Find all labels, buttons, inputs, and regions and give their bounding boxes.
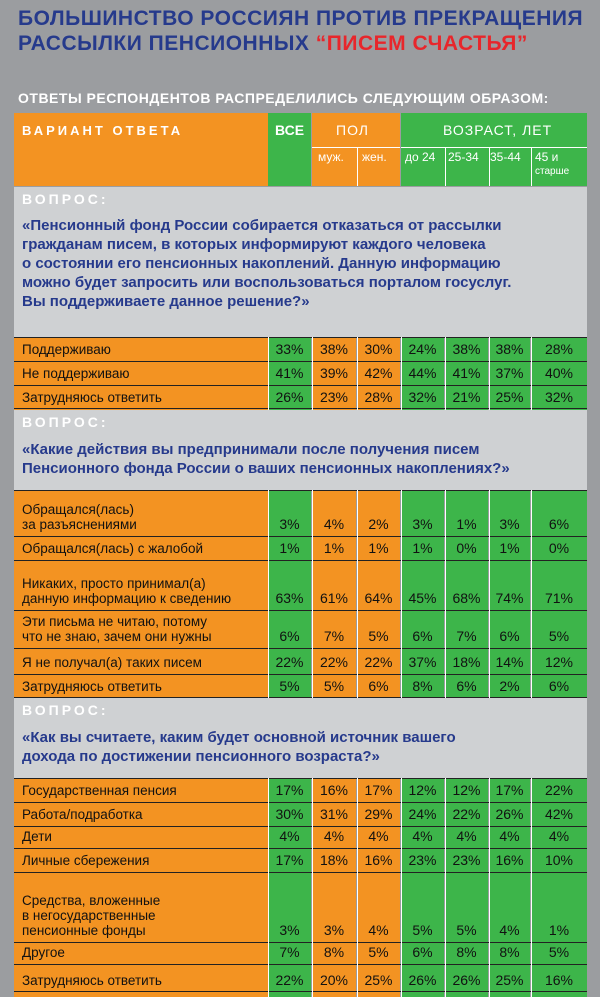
row-label-line: Я не получал(а) таких писем xyxy=(22,655,202,670)
title-line-1: БОЛЬШИНСТВО РОССИЯН ПРОТИВ ПРЕКРАЩЕНИЯ xyxy=(18,7,584,30)
col-divider xyxy=(531,337,532,410)
question-text-line: дохода по достижении пенсионного возраста?» xyxy=(22,748,380,765)
row-divider xyxy=(14,802,587,803)
question-text xyxy=(22,728,582,766)
row-label-line: Работа/подработка xyxy=(22,807,143,822)
value-cell: 22% xyxy=(319,654,349,670)
title-highlight: “ПИСЕМ СЧАСТЬЯ” xyxy=(315,32,528,55)
col-divider xyxy=(489,490,490,698)
col-divider xyxy=(531,490,532,698)
question-text-line: о состоянии его пенсионных накоплений. Данную информацию xyxy=(22,255,501,272)
value-cell: 74% xyxy=(495,590,524,606)
value-cell: 16% xyxy=(364,852,393,868)
question-text-line: гражданам писем, в которых информируют каждого человека xyxy=(22,236,486,253)
header-sex-label: ПОЛ xyxy=(336,122,369,138)
row-label-line: Эти письма не читаю, потому xyxy=(22,614,208,629)
header-sep-1 xyxy=(445,147,446,186)
value-cell: 45% xyxy=(408,590,437,606)
col-divider xyxy=(268,778,269,997)
value-cell: 30% xyxy=(275,806,304,822)
value-cell: 38% xyxy=(495,341,524,357)
value-cell: 6% xyxy=(412,944,433,960)
row-label-line: Личные сбережения xyxy=(22,853,150,868)
value-cell: 18% xyxy=(452,654,481,670)
col-divider xyxy=(357,778,358,997)
col-divider xyxy=(312,490,313,698)
row-label xyxy=(22,945,267,960)
col-divider xyxy=(401,337,402,410)
value-cell: 42% xyxy=(364,365,393,381)
header-divider-age xyxy=(401,147,587,148)
col-divider xyxy=(445,778,446,997)
value-cell: 5% xyxy=(412,922,433,938)
value-cell: 5% xyxy=(456,922,477,938)
value-cell: 1% xyxy=(279,540,300,556)
row-divider xyxy=(14,674,587,675)
row-label-line: Никаких, просто принимал(а) xyxy=(22,576,206,591)
value-cell: 22% xyxy=(275,972,304,988)
row-divider xyxy=(14,872,587,873)
value-cell: 23% xyxy=(319,389,349,405)
value-cell: 8% xyxy=(323,944,345,960)
value-cell: 2% xyxy=(499,678,520,694)
value-cell: 26% xyxy=(495,806,524,822)
value-cell: 41% xyxy=(452,365,481,381)
question-label: ВОПРОС: xyxy=(22,702,109,718)
header-variant-label: ВАРИАНТ ОТВЕТА xyxy=(22,123,184,138)
row-label xyxy=(22,679,267,694)
value-cell: 4% xyxy=(323,828,345,844)
col-divider xyxy=(401,778,402,997)
value-cell: 61% xyxy=(319,590,349,606)
row-label xyxy=(22,366,267,381)
value-cell: 28% xyxy=(544,341,574,357)
col-divider xyxy=(312,337,313,410)
value-cell: 12% xyxy=(452,782,481,798)
value-cell: 5% xyxy=(323,678,345,694)
value-cell: 24% xyxy=(408,806,437,822)
value-cell: 37% xyxy=(408,654,437,670)
value-cell: 14% xyxy=(495,654,524,670)
value-cell: 5% xyxy=(368,628,389,644)
value-cell: 17% xyxy=(364,782,393,798)
row-label-line: что не знаю, зачем они нужны xyxy=(22,629,212,644)
value-cell: 33% xyxy=(275,341,304,357)
row-label xyxy=(22,807,267,822)
value-cell: 8% xyxy=(456,944,477,960)
question-label: ВОПРОС: xyxy=(22,414,109,430)
value-cell: 6% xyxy=(548,678,570,694)
value-cell: 22% xyxy=(275,654,304,670)
value-cell: 8% xyxy=(412,678,433,694)
row-label-line: Государственная пенсия xyxy=(22,783,177,798)
col-divider xyxy=(445,490,446,698)
value-cell: 31% xyxy=(319,806,349,822)
question-text xyxy=(22,216,582,311)
col-divider xyxy=(268,337,269,410)
value-cell: 4% xyxy=(368,922,389,938)
question-text-line: «Как вы считаете, каким будет основной источник вашего xyxy=(22,729,456,746)
value-cell: 32% xyxy=(544,389,574,405)
value-cell: 23% xyxy=(452,852,481,868)
value-cell: 0% xyxy=(548,540,570,556)
question-label: ВОПРОС: xyxy=(22,191,109,207)
value-cell: 3% xyxy=(412,516,433,532)
value-cell: 4% xyxy=(456,828,477,844)
value-cell: 25% xyxy=(495,972,524,988)
row-divider xyxy=(14,991,587,992)
row-divider xyxy=(14,560,587,561)
value-cell: 26% xyxy=(275,389,304,405)
row-label xyxy=(22,576,267,606)
row-label xyxy=(22,853,267,868)
value-cell: 5% xyxy=(279,678,300,694)
value-cell: 32% xyxy=(408,389,437,405)
row-label-line: в негосударственные xyxy=(22,908,156,923)
col-divider xyxy=(357,337,358,410)
value-cell: 12% xyxy=(544,654,574,670)
value-cell: 16% xyxy=(495,852,524,868)
value-cell: 26% xyxy=(452,972,481,988)
row-label xyxy=(22,783,267,798)
value-cell: 28% xyxy=(364,389,393,405)
value-cell: 20% xyxy=(319,972,349,988)
col-divider xyxy=(489,778,490,997)
value-cell: 5% xyxy=(368,944,389,960)
row-label xyxy=(22,829,267,844)
value-cell: 4% xyxy=(323,516,345,532)
value-cell: 23% xyxy=(408,852,437,868)
value-cell: 17% xyxy=(275,852,304,868)
value-cell: 30% xyxy=(364,341,393,357)
row-label-line: Обращался(лась) с жалобой xyxy=(22,541,204,556)
value-cell: 6% xyxy=(279,628,300,644)
header-sep-2 xyxy=(489,147,490,186)
value-cell: 7% xyxy=(456,628,477,644)
value-cell: 37% xyxy=(495,365,524,381)
value-cell: 39% xyxy=(319,365,349,381)
value-cell: 40% xyxy=(544,365,574,381)
row-label xyxy=(22,502,267,532)
value-cell: 18% xyxy=(319,852,349,868)
value-cell: 5% xyxy=(548,628,570,644)
question-text-line: можно будет запросить или воспользоваться порталом госуслуг. xyxy=(22,274,512,291)
value-cell: 10% xyxy=(544,852,574,868)
row-label-line: Дети xyxy=(22,829,52,844)
value-cell: 1% xyxy=(323,540,345,556)
value-cell: 64% xyxy=(364,590,393,606)
row-divider xyxy=(14,385,587,386)
row-divider xyxy=(14,337,587,338)
header-male: муж. xyxy=(318,150,344,164)
row-label-line: пенсионные фонды xyxy=(22,923,146,938)
value-cell: 6% xyxy=(412,628,433,644)
value-cell: 21% xyxy=(452,389,481,405)
header-sep-0 xyxy=(357,147,358,186)
row-divider xyxy=(14,778,587,779)
row-label-line: Средства, вложенные xyxy=(22,893,161,908)
value-cell: 0% xyxy=(456,540,477,556)
row-divider xyxy=(14,826,587,827)
col-divider xyxy=(268,490,269,698)
row-label xyxy=(22,541,267,556)
header-age-label: ВОЗРАСТ, ЛЕТ xyxy=(443,122,553,138)
value-cell: 22% xyxy=(452,806,481,822)
col-divider xyxy=(401,490,402,698)
header-age-1: до 24 xyxy=(405,150,436,164)
row-label-line: Обращался(лась) xyxy=(22,502,134,517)
row-divider xyxy=(14,648,587,649)
value-cell: 1% xyxy=(368,540,389,556)
value-cell: 7% xyxy=(323,628,345,644)
row-label-line: Затрудняюсь ответить xyxy=(22,679,162,694)
col-divider xyxy=(489,337,490,410)
value-cell: 17% xyxy=(275,782,304,798)
row-label-line: данную информацию к сведению xyxy=(22,591,232,606)
value-cell: 17% xyxy=(495,782,524,798)
row-label-line: Затрудняюсь ответить xyxy=(22,390,162,405)
value-cell: 42% xyxy=(544,806,574,822)
value-cell: 2% xyxy=(368,516,389,532)
row-label xyxy=(22,342,267,357)
value-cell: 6% xyxy=(548,516,570,532)
value-cell: 44% xyxy=(408,365,437,381)
value-cell: 25% xyxy=(364,972,393,988)
row-divider xyxy=(14,361,587,362)
question-text xyxy=(22,440,582,478)
value-cell: 71% xyxy=(544,590,574,606)
value-cell: 1% xyxy=(548,922,570,938)
value-cell: 3% xyxy=(279,516,300,532)
value-cell: 16% xyxy=(544,972,574,988)
question-text-line: Вы поддерживаете данное решение?» xyxy=(22,293,310,310)
value-cell: 4% xyxy=(368,828,389,844)
value-cell: 29% xyxy=(364,806,393,822)
value-cell: 41% xyxy=(275,365,304,381)
value-cell: 4% xyxy=(548,828,570,844)
value-cell: 68% xyxy=(452,590,481,606)
row-label xyxy=(22,655,267,670)
value-cell: 1% xyxy=(456,516,477,532)
row-label-line: за разъяснениями xyxy=(22,517,137,532)
title-line-2-a: РАССЫЛКИ ПЕНСИОННЫХ xyxy=(18,32,310,55)
row-divider xyxy=(14,942,587,943)
question-text-line: «Какие действия вы предпринимали после получения писем xyxy=(22,441,480,458)
value-cell: 6% xyxy=(499,628,520,644)
value-cell: 26% xyxy=(408,972,437,988)
value-cell: 38% xyxy=(452,341,481,357)
header-divider-sex xyxy=(312,147,400,148)
question-text-line: Пенсионного фонда России о ваших пенсионных накоплениях?» xyxy=(22,460,510,477)
value-cell: 38% xyxy=(319,341,349,357)
row-label xyxy=(22,973,267,988)
value-cell: 22% xyxy=(364,654,393,670)
header-female: жен. xyxy=(362,150,387,164)
header-age-4b: старше xyxy=(535,166,570,177)
col-divider xyxy=(312,778,313,997)
value-cell: 3% xyxy=(499,516,520,532)
row-divider xyxy=(14,610,587,611)
row-label-line: Затрудняюсь ответить xyxy=(22,973,162,988)
col-divider xyxy=(357,490,358,698)
header-all-label: ВСЕ xyxy=(275,122,305,138)
value-cell: 7% xyxy=(279,944,300,960)
value-cell: 6% xyxy=(456,678,477,694)
row-label xyxy=(22,893,267,938)
value-cell: 4% xyxy=(412,828,433,844)
value-cell: 1% xyxy=(499,540,520,556)
question-text-line: «Пенсионный фонд России собирается отказаться от рассылки xyxy=(22,217,502,234)
value-cell: 63% xyxy=(275,590,304,606)
header-age-4: 45 и xyxy=(535,150,559,164)
value-cell: 6% xyxy=(368,678,389,694)
row-label xyxy=(22,614,267,644)
page-title xyxy=(18,6,588,56)
row-divider xyxy=(14,490,587,491)
value-cell: 5% xyxy=(548,944,570,960)
value-cell: 3% xyxy=(323,922,345,938)
header-age-2: 25-34 xyxy=(448,150,479,164)
row-divider xyxy=(14,408,587,409)
row-label-line: Поддерживаю xyxy=(22,342,111,357)
row-divider xyxy=(14,536,587,537)
value-cell: 4% xyxy=(279,828,300,844)
row-divider xyxy=(14,848,587,849)
value-cell: 4% xyxy=(499,922,520,938)
title-line-2 xyxy=(18,31,588,56)
value-cell: 3% xyxy=(279,922,300,938)
value-cell: 8% xyxy=(499,944,520,960)
value-cell: 25% xyxy=(495,389,524,405)
header-age-3: 35-44 xyxy=(490,150,521,164)
value-cell: 12% xyxy=(408,782,437,798)
value-cell: 16% xyxy=(319,782,349,798)
col-divider xyxy=(531,778,532,997)
col-divider xyxy=(445,337,446,410)
row-label-line: Не поддерживаю xyxy=(22,366,130,381)
value-cell: 24% xyxy=(408,341,437,357)
row-divider xyxy=(14,964,587,965)
value-cell: 22% xyxy=(544,782,574,798)
value-cell: 1% xyxy=(412,540,433,556)
value-cell: 4% xyxy=(499,828,520,844)
row-label-line: Другое xyxy=(22,945,65,960)
subtitle: ОТВЕТЫ РЕСПОНДЕНТОВ РАСПРЕДЕЛИЛИСЬ СЛЕДУЮЩИМ ОБРАЗОМ: xyxy=(18,90,549,106)
header-sep-3 xyxy=(531,147,532,186)
row-label xyxy=(22,390,267,405)
